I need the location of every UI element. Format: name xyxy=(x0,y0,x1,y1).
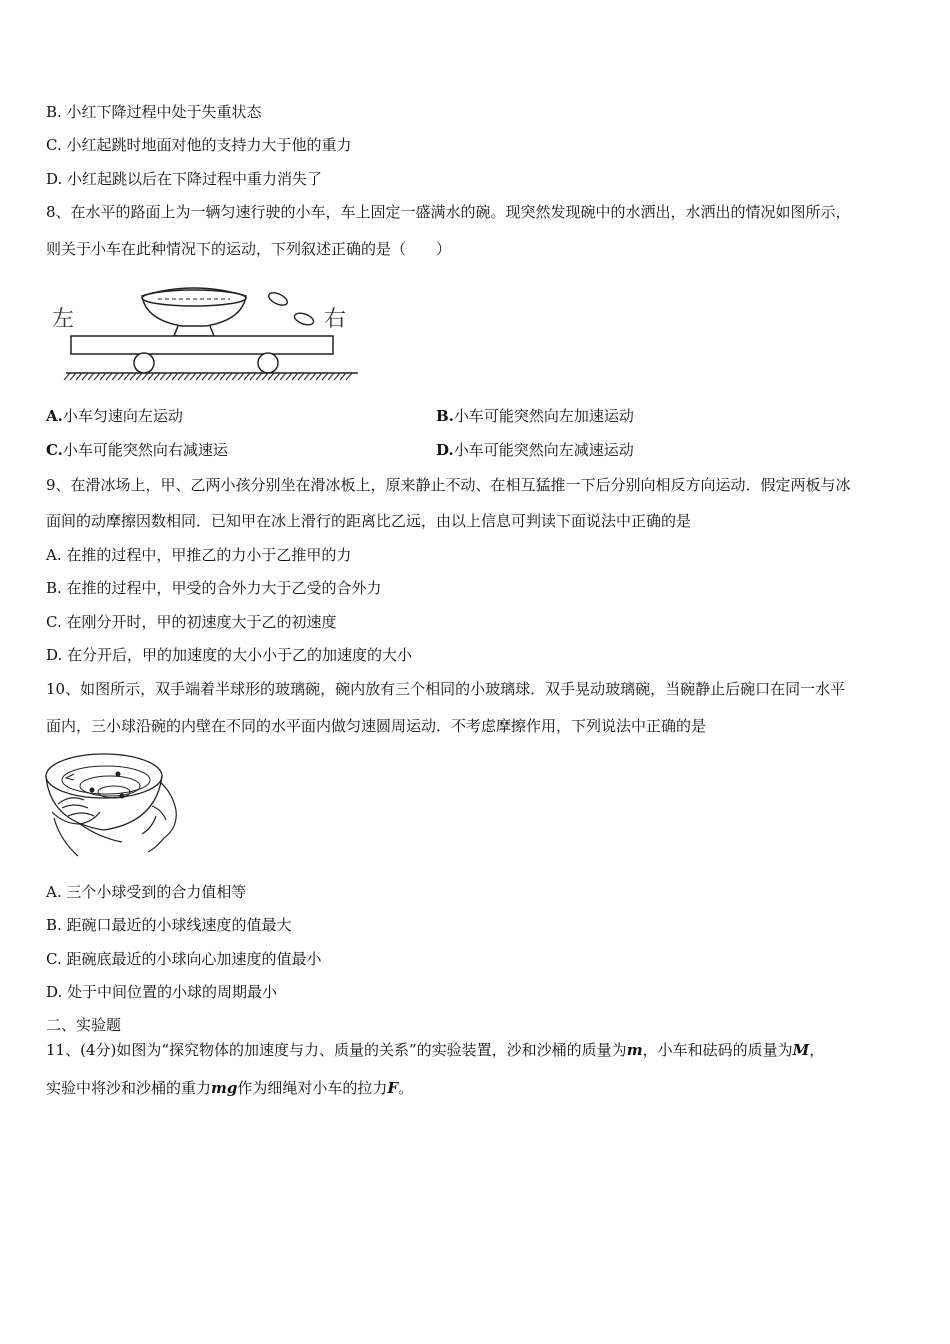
q10-option-a: A. 三个小球受到的合力值相等 xyxy=(46,883,247,901)
q9-option-b: B. 在推的过程中，甲受的合外力大于乙受的合外力 xyxy=(46,579,382,597)
q7-option-b: B. 小红下降过程中处于失重状态 xyxy=(46,103,262,121)
q7-option-d: D. 小红起跳以后在下降过程中重力消失了 xyxy=(46,170,323,188)
q10-stem-line2: 面内，三小球沿碗的内壁在不同的水平面内做匀速圆周运动．不考虑摩擦作用，下列说法中正确的是 xyxy=(46,717,707,735)
q7-option-c: C. 小红起跳时地面对他的支持力大于他的重力 xyxy=(46,136,352,154)
q10-option-c: C. 距碗底最近的小球向心加速度的值最小 xyxy=(46,950,322,968)
fig-label-right: 右 xyxy=(324,307,347,332)
q9-option-a: A. 在推的过程中，甲推乙的力小于乙推甲的力 xyxy=(46,546,352,564)
q10-option-b: B. 距碗口最近的小球线速度的值最大 xyxy=(46,916,292,934)
q8-option-c: C.小车可能突然向右减速运 xyxy=(46,441,228,459)
q8-option-d: D.小车可能突然向左减速运动 xyxy=(436,441,634,459)
q8-option-a: A.小车匀速向左运动 xyxy=(46,407,183,425)
q9-stem-line1: 9、在滑冰场上，甲、乙两小孩分别坐在滑冰板上，原来静止不动、在相互猛推一下后分别向相反方向运动．假定两板与冰 xyxy=(46,476,851,494)
q10-stem-line1: 10、如图所示，双手端着半球形的玻璃碗，碗内放有三个相同的小玻璃球．双手晃动玻璃碗，当碗静止后碗口在同一水平 xyxy=(46,680,846,698)
q11-stem-line1: 11、(4分)如图为“探究物体的加速度与力、质量的关系”的实验装置，沙和沙桶的质量为m，小车和砝码的质量为M， xyxy=(46,1041,825,1059)
q11-stem-line2: 实验中将沙和沙桶的重力mg作为细绳对小车的拉力F。 xyxy=(46,1079,414,1097)
section-title-experiment: 二、实验题 xyxy=(46,1016,122,1034)
q8-stem-line1: 8、在水平的路面上为一辆匀速行驶的小车，车上固定一盛满水的碗。现突然发现碗中的水洒出，水洒出的情况如图所示， xyxy=(46,203,851,221)
cart-bowl-figure xyxy=(46,282,366,382)
glass-bowl-hands-figure xyxy=(44,752,184,860)
q9-option-d: D. 在分开后，甲的加速度的大小小于乙的加速度的大小 xyxy=(46,646,413,664)
q10-option-d: D. 处于中间位置的小球的周期最小 xyxy=(46,983,278,1001)
fig-label-left: 左 xyxy=(52,307,75,332)
q8-stem-line2: 则关于小车在此种情况下的运动，下列叙述正确的是（ ） xyxy=(46,240,452,258)
q9-option-c: C. 在刚分开时，甲的初速度大于乙的初速度 xyxy=(46,613,337,631)
q9-stem-line2: 面间的动摩擦因数相同．已知甲在冰上滑行的距离比乙远，由以上信息可判读下面说法中正确的是 xyxy=(46,512,692,530)
q8-option-b: B.小车可能突然向左加速运动 xyxy=(436,407,634,425)
